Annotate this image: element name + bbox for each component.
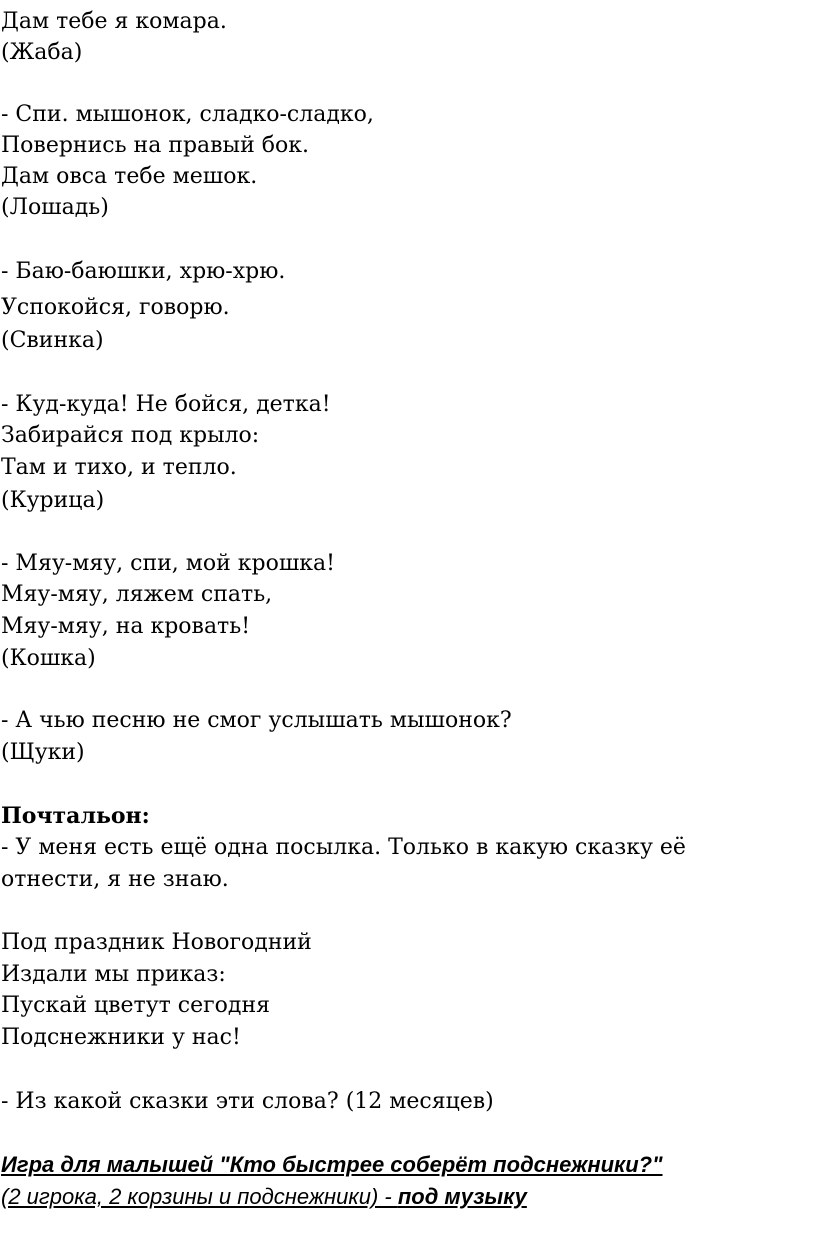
text-line: Там и тихо, и тепло. <box>1 455 237 480</box>
poem-line: Подснежники у нас! <box>1 1025 241 1050</box>
text-line: - Мяу-мяу, спи, мой крошка! <box>1 551 336 576</box>
text-line: - А чью песню не смог услышать мышонок? <box>1 708 512 733</box>
text-line: Успокойся, говорю. <box>1 295 230 320</box>
game-title: Игра для малышей "Кто быстрее соберёт подснежники?" <box>1 1152 663 1177</box>
text-line: Повернись на правый бок. <box>1 133 309 158</box>
game-music: под музыку <box>397 1184 527 1209</box>
text-line: - Куд-куда! Не бойся, детка! <box>1 392 331 417</box>
answer-line: (Щуки) <box>1 740 85 765</box>
poem-line: Издали мы приказ: <box>1 962 226 987</box>
text-line: Забирайся под крыло: <box>1 423 260 448</box>
poem-line: Под праздник Новогодний <box>1 930 312 955</box>
text-line: - Спи. мышонок, сладко-сладко, <box>1 102 374 127</box>
answer-line: (Свинка) <box>1 328 104 353</box>
question-line: - Из какой сказки эти слова? (12 месяцев) <box>1 1089 494 1114</box>
answer-line: (Курица) <box>1 488 105 513</box>
text-line: Дам овса тебе мешок. <box>1 164 258 189</box>
game-details <box>1 1182 527 1212</box>
answer-line: (Жаба) <box>1 40 83 65</box>
poem-line: Пускай цветут сегодня <box>1 993 271 1018</box>
postman-speech: - У меня есть ещё одна посылка. Только в какую сказку её <box>1 835 686 860</box>
text-line: - Баю-баюшки, хрю-хрю. <box>1 259 286 284</box>
postman-speech: отнести, я не знаю. <box>1 867 229 892</box>
postman-heading: Почтальон: <box>1 803 150 829</box>
answer-line: (Кошка) <box>1 646 96 671</box>
game-details-text: (2 игрока, 2 корзины и подснежники) - <box>1 1184 398 1209</box>
text-line: Мяу-мяу, на кровать! <box>1 614 251 639</box>
text-line: Мяу-мяу, ляжем спать, <box>1 582 273 607</box>
answer-line: (Лошадь) <box>1 195 109 220</box>
text-line: Дам тебе я комара. <box>1 9 227 34</box>
